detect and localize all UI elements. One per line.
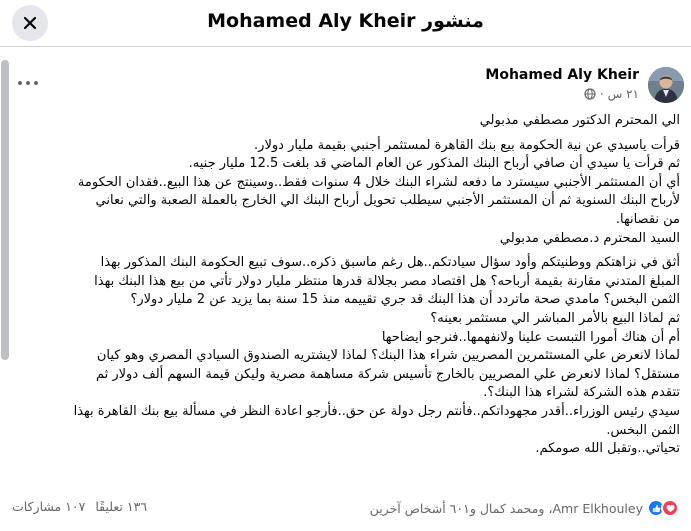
post-text xyxy=(12,112,680,459)
avatar-image xyxy=(648,67,684,103)
post-text-line: المبلغ المتدني مقارنة بقيمة أرباحه؟ هل اقتصاد مصر بجلالة قدرها منتظر مليار دولار تأتي من بيع هذا البنك بهذا xyxy=(94,273,680,289)
post-stats xyxy=(12,499,147,514)
more-options-button[interactable] xyxy=(18,76,38,90)
post-text-line: الثمن البخس؟ مامدي صحة ماتردد أن هذا البنك قد جري تقييمه منذ 15 سنة بما يزيد عن 2 مليار دولار؟ xyxy=(130,292,680,308)
post-text-line: الثمن البخس. xyxy=(606,422,680,438)
love-reaction-icon xyxy=(661,499,679,517)
reaction-icons xyxy=(647,499,679,517)
author-avatar[interactable] xyxy=(648,67,684,103)
meta-separator: · xyxy=(599,87,604,101)
post-text-line: قرأت ياسيدي عن نية الحكومة بيع بنك القاهرة لمستثمر أجنبي بقيمة مليار دولار. xyxy=(254,137,680,153)
more-options-icon xyxy=(26,81,30,85)
more-options-icon xyxy=(18,81,22,85)
post-text-line: أم أن هناك أمورا التبست علينا ولانفهمها..فنرجو ايضاحها xyxy=(381,329,680,345)
post-text-line: لأرباح البنك السنوية ثم أن المستثمر الأجنبي سيطلب تحويل أرباح البنك الي الخارج بالعملة الصعبة والتي نعاني xyxy=(95,193,680,209)
reactions-text[interactable]: Amr Elkhouley، ومحمد كمال و٦٠١ أشخاص آخرين xyxy=(369,500,643,516)
post-text-line: الي المحترم الدكتور مصطفي مدبولي xyxy=(479,113,680,128)
more-options-icon xyxy=(34,81,38,85)
reactions-summary[interactable] xyxy=(370,499,679,517)
post-text-line: تحياتي..وتقبل الله صومكم. xyxy=(535,441,680,457)
post-text-line: أي أن المستثمر الأجنبي سيسترد ما دفعه لشراء البنك خلال 4 سنوات فقط..وسينتج عن هذا البيع..فقدان الحكومة xyxy=(77,174,680,190)
header-divider xyxy=(0,46,691,47)
post-text-line: أثق في نزاهتكم ووطنيتكم وأود سؤال سيادتكم..هل رغم ماسبق ذكره..سوف تبيع الحكومة البنك المذكور بهذا xyxy=(100,255,680,271)
dialog-header xyxy=(0,0,691,46)
post-text-line: مستقل؟ لماذا لانعرض علي المصريين بالخارج تأسيس شركة مساهمة مصرية وليكن قيمة السهم ألف دولار ثم xyxy=(95,366,680,382)
post-text-line: من نقصانها. xyxy=(615,211,680,227)
post-text-line: سيدي رئيس الوزراء..أقدر مجهوداتكم..فأنتم رجل دولة عن حق..فأرجو اعادة النظر في مسألة بيع بنك القاهرة بهذا xyxy=(73,403,680,419)
post-text-line: السيد المحترم د.مصطفي مدبولي xyxy=(499,230,680,246)
scrollbar-thumb[interactable] xyxy=(1,60,9,360)
comments-count[interactable]: ١٣٦ تعليقًا xyxy=(95,499,148,514)
dialog-title: منشور Mohamed Aly Kheir xyxy=(207,10,484,32)
post-text-line: لماذا لانعرض علي المستثمرين المصريين شراء هذا البنك؟ لماذا لايشتريه الصندوق السيادي المصري وهو كيان xyxy=(96,348,680,364)
shares-count[interactable]: ١٠٧ مشاركات xyxy=(12,499,86,514)
post-time[interactable]: ٢١ س xyxy=(607,87,639,101)
globe-icon xyxy=(584,88,596,100)
author-name[interactable]: Mohamed Aly Kheir xyxy=(485,67,639,83)
post-text-line: ثم قرأت يا سيدي أن صافي أرباح البنك المذكور عن العام الماضي قد بلغت 12.5 مليار جنيه. xyxy=(188,156,680,172)
post-footer xyxy=(0,496,691,520)
post-text-line: ثم لماذا البيع بالأمر المباشر الي مستثمر بعينه؟ xyxy=(430,310,680,326)
post-meta xyxy=(584,87,639,101)
post-text-line: تتقدم هذه الشركة لشراء هذا البنك؟. xyxy=(483,385,680,401)
